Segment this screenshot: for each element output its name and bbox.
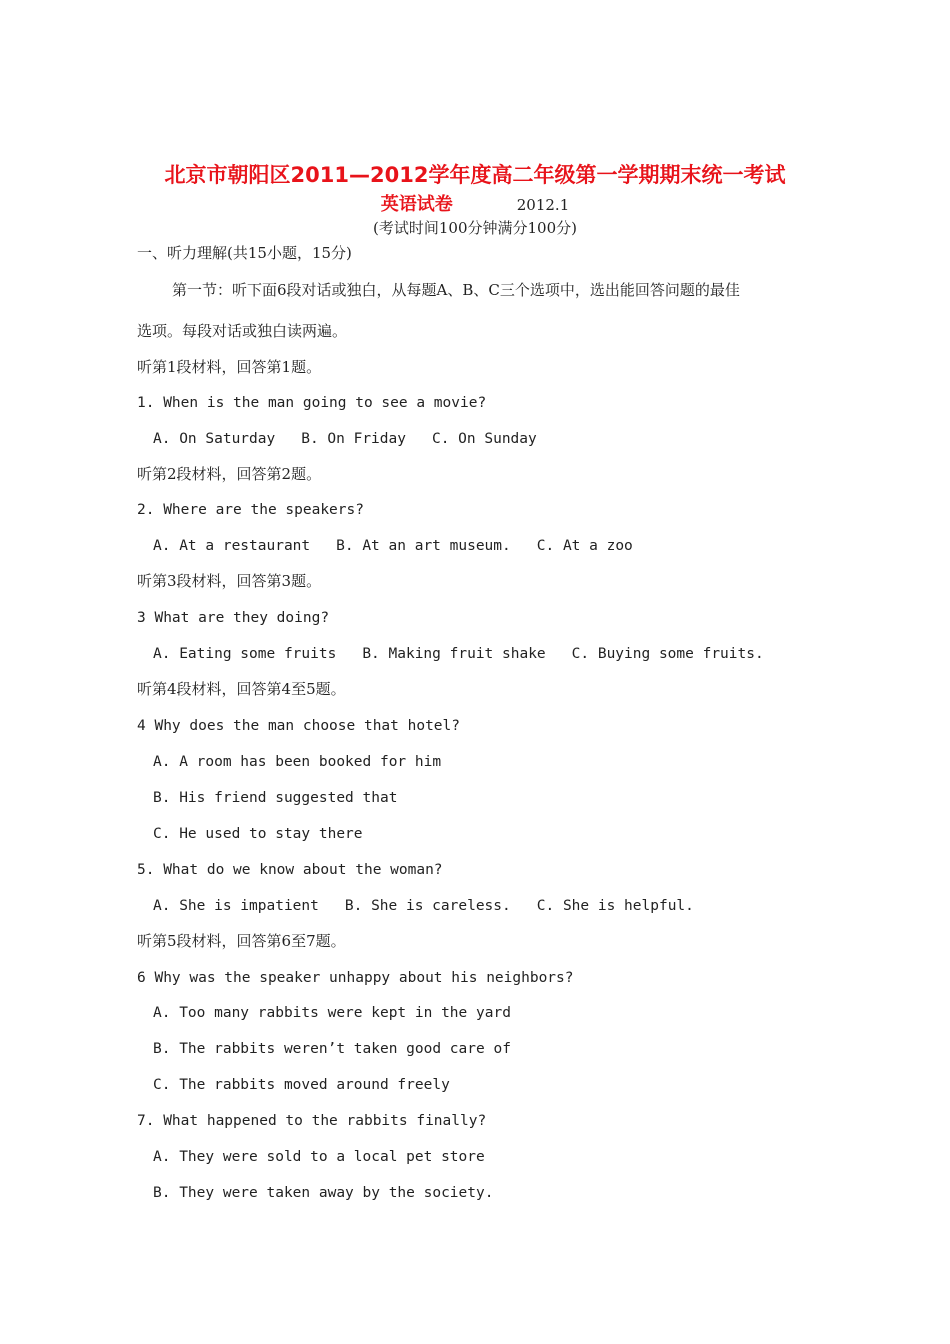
question-1: 1. When is the man going to see a movie? [137,395,487,411]
material-heading: 听第1段材料，回答第1题。 [137,358,322,376]
instruction-line-1: 第一节：听下面6段对话或独白，从每题A、B、C三个选项中，选出能回答问题的最佳 [172,281,740,299]
question-7: 7. What happened to the rabbits finally? [137,1113,487,1129]
material-heading: 听第4段材料，回答第4至5题。 [137,680,346,698]
question-5-options [153,895,694,917]
option-c: C. He used to stay there [153,826,363,842]
question-2-options [153,535,633,557]
option-b: B. His friend suggested that [153,790,398,806]
exam-subtitle-row [0,191,950,219]
option-a: A. On Saturday [153,431,276,447]
option-c: C. On Sunday [431,431,537,447]
question-4: 4 Why does the man choose that hotel? [137,718,461,734]
option-b: B. Making fruit shake [362,646,546,662]
exam-time-note: (考试时间100分钟满分100分) [373,219,577,237]
option-a: A. Eating some fruits [153,646,337,662]
option-a: A. At a restaurant [153,538,311,554]
option-c: C. Buying some fruits. [571,646,764,662]
option-c: C. She is helpful. [536,898,694,914]
question-3-options [153,643,764,665]
option-b: B. They were taken away by the society. [153,1185,494,1201]
material-heading: 听第2段材料，回答第2题。 [137,465,322,483]
option-a: A. A room has been booked for him [153,754,442,770]
option-b: B. On Friday [301,431,406,447]
option-b: B. At an art museum. [336,538,511,554]
material-heading: 听第3段材料，回答第3题。 [137,572,322,590]
question-1-options [153,428,537,450]
option-a: A. She is impatient [153,898,319,914]
question-6: 6 Why was the speaker unhappy about his neighbors? [137,970,574,986]
option-b: B. She is careless. [344,898,511,914]
option-c: C. The rabbits moved around freely [153,1077,450,1093]
instruction-line-2: 选项。每段对话或独白读两遍。 [137,322,348,340]
option-a: A. They were sold to a local pet store [153,1149,485,1165]
option-b: B. The rabbits weren’t taken good care of [153,1041,511,1057]
option-c: C. At a zoo [536,538,633,554]
option-a: A. Too many rabbits were kept in the yard [153,1005,511,1021]
exam-subtitle: 英语试卷 [380,194,453,215]
exam-date: 2012.1 [516,196,570,214]
section-heading: 一、听力理解(共15小题，15分) [137,244,352,262]
question-5: 5. What do we know about the woman? [137,862,443,878]
exam-title: 北京市朝阳区2011—2012学年度高二年级第一学期期末统一考试 [164,163,786,187]
question-2: 2. Where are the speakers? [137,502,364,518]
question-3: 3 What are they doing? [137,610,330,626]
material-heading: 听第5段材料，回答第6至7题。 [137,932,346,950]
